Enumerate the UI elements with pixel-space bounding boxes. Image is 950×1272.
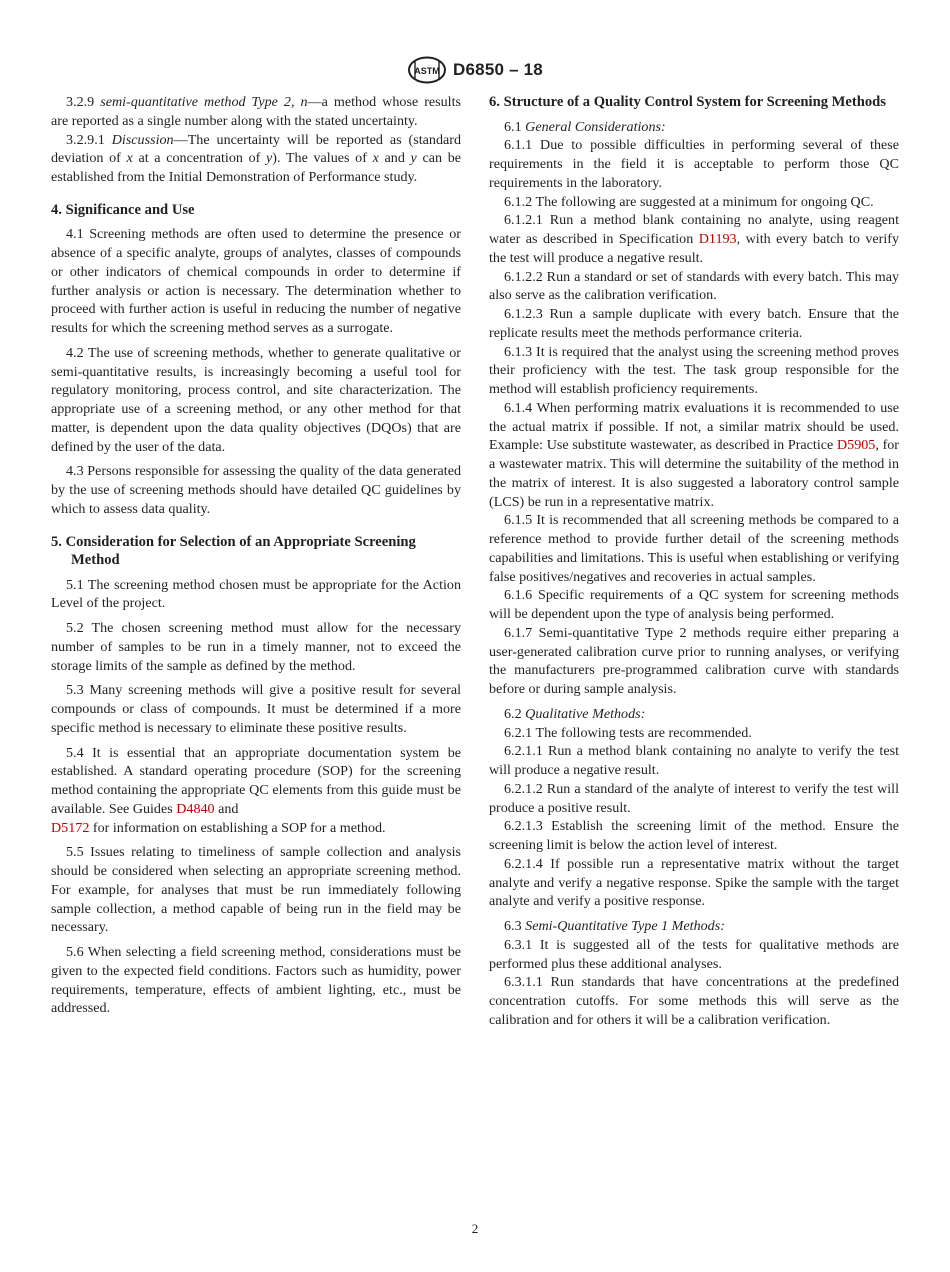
- section-6-3-title: [489, 917, 899, 936]
- left-column: [51, 93, 461, 1018]
- section-6-2-title: [489, 705, 899, 724]
- page-header: [0, 56, 950, 84]
- heading-section-6: 6. Structure of a Quality Control System for Screening Methods: [489, 94, 886, 110]
- document-designation: D6850 – 18: [453, 60, 543, 79]
- paragraph-6-2-1-2: 6.2.1.2 Run a standard of the analyte of interest to verify the test will produce a positive result.: [489, 780, 899, 816]
- variable-x: x: [372, 150, 379, 167]
- discussion-label: Discussion: [111, 131, 174, 148]
- section-number: 3.2.9.1: [66, 131, 105, 148]
- link-d5172[interactable]: D5172: [51, 819, 90, 836]
- paragraph-6-1-4: [489, 399, 899, 512]
- link-d4840[interactable]: D4840: [176, 800, 215, 817]
- discussion-text: at a concentration of: [132, 150, 267, 167]
- section-title: Semi-Quantitative Type 1 Methods:: [525, 918, 725, 934]
- link-d5905[interactable]: D5905: [836, 437, 876, 454]
- astm-logo-text: ASTM: [414, 66, 440, 76]
- paragraph-6-1-6: 6.1.6 Specific requirements of a QC system for screening methods will be dependent upon the type of analysis being performed.: [489, 587, 899, 622]
- page-number: 2: [471, 1221, 479, 1236]
- paragraph-6-1-7: 6.1.7 Semi-quantitative Type 2 methods require either preparing a user-generated calibration curve prior to running analyses, or verifying the manufacturers pre-programmed calibration curve with standards before or during sample analysis.: [489, 624, 899, 697]
- paragraph-6-2-1: 6.2.1 The following tests are recommended.: [504, 724, 752, 741]
- paragraph-6-3-1: 6.3.1 It is suggested all of the tests for qualitative methods are performed plus these additional analyses.: [489, 936, 899, 972]
- paragraph-4-1: 4.1 Screening methods are often used to determine the presence or absence of a specific analyte, groups of analytes, classes of compounds or other indicators of chemical compounds in order to determine if further analysis or action is necessary. The determination whether to proceed with further action is useful in reducing the number of negative results for which the screening method serves as a surrogate.: [51, 226, 461, 336]
- section-number: 6.1: [504, 118, 522, 135]
- paragraph-6-1-5: 6.1.5 It is recommended that all screening methods be compared to a reference method to provide further detail of the screening methods capabilities and limitations. This is useful when establishing or verifying false positives/negatives and recoveries in actual samples.: [489, 512, 899, 585]
- variable-y: y: [266, 150, 273, 167]
- paragraph-6-2-1-1: 6.2.1.1 Run a method blank containing no analyte to verify the test will produce a negative result.: [489, 743, 899, 778]
- section-3-2-9: [51, 93, 461, 131]
- paragraph-6-3-1-1: 6.3.1.1 Run standards that have concentrations at the predefined concentration cutoffs. For some methods this will serve as the calibration and for others it will be a calibration verification.: [489, 974, 899, 1028]
- paragraph-6-1-3: 6.1.3 It is required that the analyst using the screening method proves their proficiency with the test. The task group responsible for the method will establish proficiency requirements.: [489, 343, 899, 397]
- definition-text: —a method whose results are reported as a single number along with the stated uncertainty.: [51, 94, 461, 129]
- section-title: General Considerations:: [525, 118, 666, 135]
- discussion-text: ). The values of: [272, 150, 373, 167]
- paragraph-5-4: [51, 744, 461, 838]
- right-column: [489, 93, 899, 1030]
- paragraph-5-2: 5.2 The chosen screening method must allow for the necessary number of samples to be run in a timely manner, not to exceed the storage limits of the sample as defined by the method.: [51, 620, 461, 674]
- paragraph-6-1-2-2: 6.1.2.2 Run a standard or set of standards with every batch. This may also serve as the calibration verification.: [489, 268, 899, 304]
- variable-x: x: [126, 150, 133, 167]
- paragraph-4-3: 4.3 Persons responsible for assessing the quality of the data generated by the use of screening methods should have detailed QC guidelines by which to assess data quality.: [51, 463, 461, 517]
- discussion-text: can be established from the Initial Demonstration of Performance study.: [51, 150, 461, 185]
- section-number: 3.2.9: [66, 94, 95, 110]
- paragraph-5-3: 5.3 Many screening methods will give a positive result for several compounds or class of compounds. It must be determined if a more specific method is necessary to eliminate these positive results.: [51, 682, 461, 736]
- paragraph-text: , with every batch to verify the test will produce a negative result.: [489, 231, 899, 266]
- paragraph-text: , for a wastewater matrix. This will determine the suitability of the method in the matrix of interest. It is also suggested a laboratory control sample (LCS) be run in a representative matrix.: [489, 437, 899, 510]
- paragraph-4-2: 4.2 The use of screening methods, whether to generate qualitative or semi-quantitative results, is increasingly becoming a useful tool for regulatory monitoring, process control, and site characterization. The appropriate use of a screening method, or any other method for that matter, is dependent upon the data quality objectives (DQOs) that are defined by the user of the data.: [51, 344, 461, 455]
- paragraph-text: and: [214, 800, 239, 817]
- discussion-text: —The uncertainty will be reported as (standard deviation of: [51, 131, 461, 167]
- paragraph-text: 6.1.4 When performing matrix evaluations it is recommended to use the actual matrix if possible. If not, a similar matrix should be used. Example: Use substitute wastewater, as described in Practice: [489, 399, 899, 454]
- variable-y: y: [410, 150, 417, 167]
- heading-section-4: 4. Significance and Use: [51, 201, 195, 218]
- paragraph-6-1-2-3: 6.1.2.3 Run a sample duplicate with every batch. Ensure that the replicate results meet the methods performance criteria.: [489, 306, 899, 341]
- paragraph-text: 6.1.2.1 Run a method blank containing no analyte, using reagent water as described in Specification: [489, 212, 899, 247]
- discussion-text: and: [378, 150, 411, 167]
- section-3-2-9-1: [51, 131, 461, 187]
- paragraph-6-2-1-4: 6.2.1.4 If possible run a representative matrix without the target analyte and verify a negative response. Spike the sample with the target analyte and verify a positive response.: [489, 855, 899, 910]
- paragraph-6-1-2-1: [489, 211, 899, 267]
- link-d1193[interactable]: D1193: [698, 231, 737, 247]
- section-number: 6.2: [504, 705, 522, 722]
- paragraph-5-5: 5.5 Issues relating to timeliness of sample collection and analysis should be considered when selecting an appropriate screening method. For example, for analyses that must be run immediately following sample collection, a method capable of being run in the field may be necessary.: [51, 844, 461, 936]
- astm-logo-icon: [407, 56, 447, 84]
- paragraph-6-1-1: 6.1.1 Due to possible difficulties in performing several of these requirements in the field it is acceptable to perform those QC requirements in the laboratory.: [489, 137, 899, 191]
- paragraph-6-1-2: 6.1.2 The following are suggested at a minimum for ongoing QC.: [504, 193, 874, 210]
- paragraph-6-2-1-3: 6.2.1.3 Establish the screening limit of the method. Ensure the screening limit is below the action level of interest.: [489, 818, 899, 853]
- paragraph-5-6: 5.6 When selecting a field screening method, considerations must be given to the expected field conditions. Factors such as humidity, power requirements, temperature, effects of ambient lighting, etc., must be addressed.: [51, 944, 461, 1017]
- defined-term: semi-quantitative method Type 2, n: [100, 94, 308, 110]
- paragraph-text: for information on establishing a SOP for a method.: [89, 819, 386, 836]
- paragraph-5-1: 5.1 The screening method chosen must be appropriate for the Action Level of the project.: [51, 576, 461, 612]
- section-number: 6.3: [504, 918, 522, 934]
- heading-section-5: 5. Consideration for Selection of an Appropriate Screening Method: [51, 533, 416, 568]
- section-6-1-title: [489, 118, 899, 137]
- section-title: Qualitative Methods:: [525, 705, 646, 722]
- paragraph-text: 5.4 It is essential that an appropriate documentation system be established. A standard operating procedure (SOP) for the screening method containing the appropriate QC elements from this guide must be available. See Guides: [51, 744, 461, 817]
